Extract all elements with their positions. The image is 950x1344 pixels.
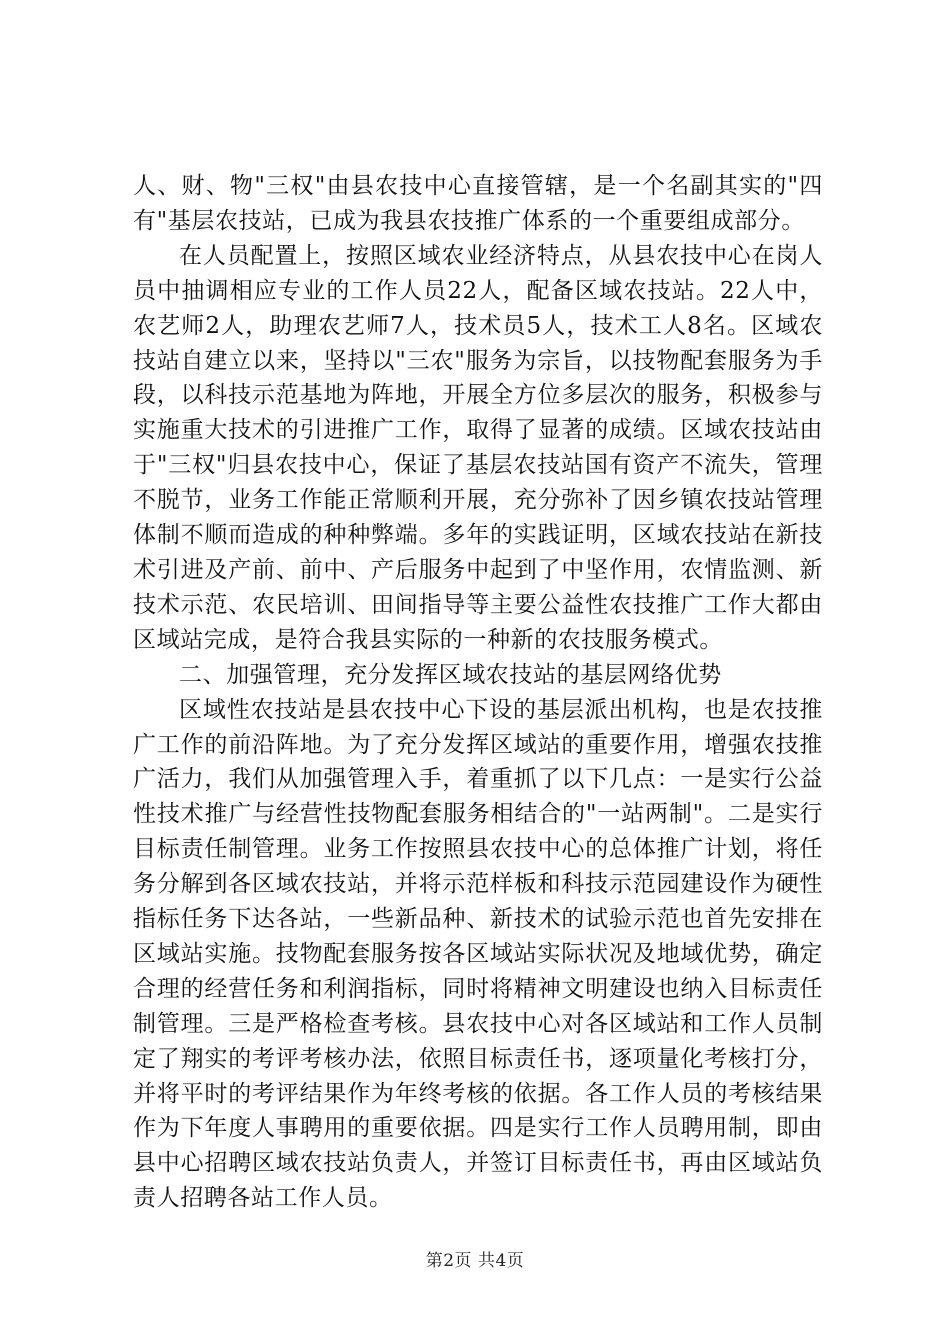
paragraph-1: 人、财、物"三权"由县农技中心直接管辖，是一个名副其实的"四有"基层农技站，已成为我县农技推广体系的一个重要组成部分。 bbox=[133, 173, 823, 234]
paragraph-3: 区域性农技站是县农技中心下设的基层派出机构，也是农技推广工作的前沿阵地。为了充分发挥区域站的重要作用，增强农技推广活力，我们从加强管理入手，着重抓了以下几点：一是实行公益性技术推广与经营性技物配套服务相结合的"一站两制"。二是实行目标责任制管理。业务工作按照县农技中心的总体推广计划，将任务分解到各区域农技站，并将示范样板和科技示范园建设作为硬性指标任务下达各站，一些新品种、新技术的试验示范也首先安排在区域站实施。技物配套服务按各区域站实际状况及地域优势，确定合理的经营任务和利润指标，同时将精神文明建设也纳入目标责任制管理。三是严格检查考核。县农技中心对各区域站和工作人员制定了翔实的考评考核办法，依照目标责任书，逐项量化考核打分，并将平时的考评结果作为年终考核的依据。各工作人员的考核结果作为下年度人事聘用的重要依据。四是实行工作人员聘用制，即由县中心招聘区域农技站负责人，并签订目标责任书，再由区域站负责人招聘各站工作人员。 bbox=[133, 696, 823, 1212]
page-number-footer: 第2页 共4页 bbox=[425, 1251, 525, 1271]
section-heading: 二、加强管理，充分发挥区域农技站的基层网络优势 bbox=[179, 661, 722, 688]
document-body bbox=[133, 169, 823, 1216]
paragraph-2: 在人员配置上，按照区域农业经济特点，从县农技中心在岗人员中抽调相应专业的工作人员22人，配备区域农技站。22人中，农艺师2人，助理农艺师7人，技术员5人，技术工人8名。区域农技站自建立以来，坚持以"三农"服务为宗旨，以技物配套服务为手段，以科技示范基地为阵地，开展全方位多层次的服务，积极参与实施重大技术的引进推广工作，取得了显著的成绩。区域农技站由于"三权"归县农技中心，保证了基层农技站国有资产不流失，管理不脱节，业务工作能正常顺利开展，充分弥补了因乡镇农技站管理体制不顺而造成的种种弊端。多年的实践证明，区域农技站在新技术引进及产前、前中、产后服务中起到了中坚作用，农情监测、新技术示范、农民培训、田间指导等主要公益性农技推广工作大都由区域站完成，是符合我县实际的一种新的农技服务模式。 bbox=[133, 242, 823, 653]
